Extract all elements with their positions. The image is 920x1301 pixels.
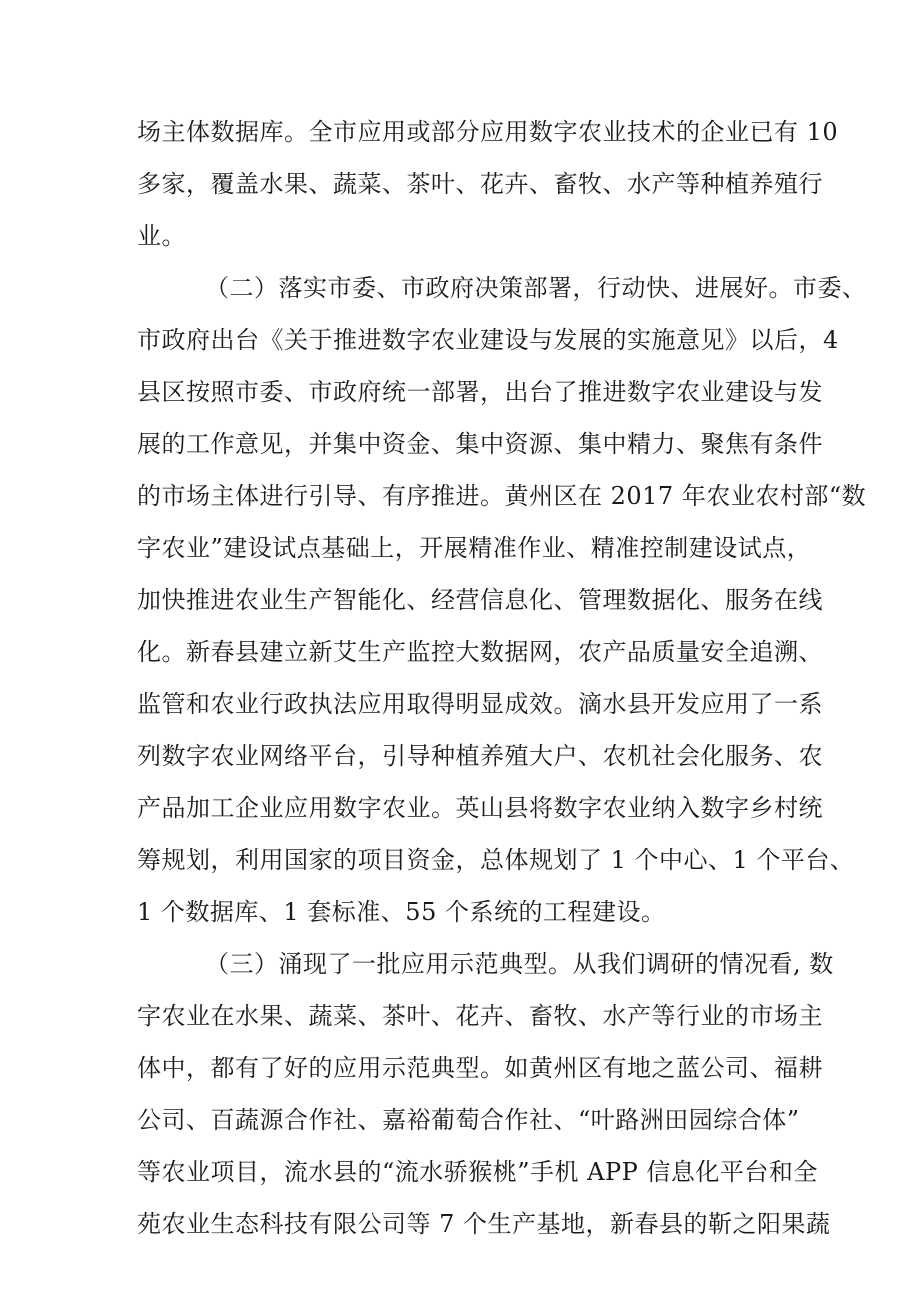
text-line: 列数字农业网络平台，引导种植养殖大户、农机社会化服务、农: [137, 742, 823, 770]
text-line: 多家，覆盖水果、蔬菜、茶叶、花卉、畜牧、水产等种植养殖行: [137, 170, 823, 198]
text-line: 苑农业生态科技有限公司等 7 个生产基地，新春县的靳之阳果蔬: [137, 1210, 831, 1238]
text-line: 等农业项目，流水县的“流水骄猴桃”手机 APP 信息化平台和全: [137, 1158, 818, 1186]
text-line: 监管和农业行政执法应用取得明显成效。滴水县开发应用了一系: [137, 690, 823, 718]
text-line: 业。: [137, 222, 186, 250]
text-line: 字农业”建设试点基础上，开展精准作业、精准控制建设试点，: [137, 534, 812, 562]
text-line: 字农业在水果、蔬菜、茶叶、花卉、畜牧、水产等行业的市场主: [137, 1002, 823, 1030]
text-line: 产品加工企业应用数字农业。英山县将数字农业纳入数字乡村统: [137, 794, 823, 822]
text-line: 场主体数据库。全市应用或部分应用数字农业技术的企业已有 10: [137, 118, 839, 146]
text-line: 的市场主体进行引导、有序推进。黄州区在 2017 年农业农村部“数: [137, 482, 867, 510]
text-line: （二）落实市委、市政府决策部署，行动快、进展好。市委、: [205, 274, 867, 302]
text-line: 1 个数据库、1 套标准、55 个系统的工程建设。: [137, 898, 666, 926]
paragraph-p2: [137, 268, 867, 944]
paragraph-p1: [137, 112, 839, 268]
document-body: [137, 112, 867, 1256]
text-line: 公司、百蔬源合作社、嘉裕葡萄合作社、“叶路洲田园综合体”: [137, 1106, 800, 1134]
text-line: 加快推进农业生产智能化、经营信息化、管理数据化、服务在线: [137, 586, 823, 614]
paragraph-p3: [137, 944, 834, 1256]
text-line: 市政府出台《关于推进数字农业建设与发展的实施意见》以后，4: [137, 326, 839, 354]
text-line: 展的工作意见，并集中资金、集中资源、集中精力、聚焦有条件: [137, 430, 823, 458]
text-line: 体中，都有了好的应用示范典型。如黄州区有地之蓝公司、福耕: [137, 1054, 823, 1082]
text-line: 化。新春县建立新艾生产监控大数据网，农产品质量安全追溯、: [137, 638, 823, 666]
text-line: 县区按照市委、市政府统一部署，出台了推进数字农业建设与发: [137, 378, 823, 406]
text-line: （三）涌现了一批应用示范典型。从我们调研的情况看, 数: [205, 950, 834, 978]
text-line: 筹规划，利用国家的项目资金，总体规划了 1 个中心、1 个平台、: [137, 846, 855, 874]
